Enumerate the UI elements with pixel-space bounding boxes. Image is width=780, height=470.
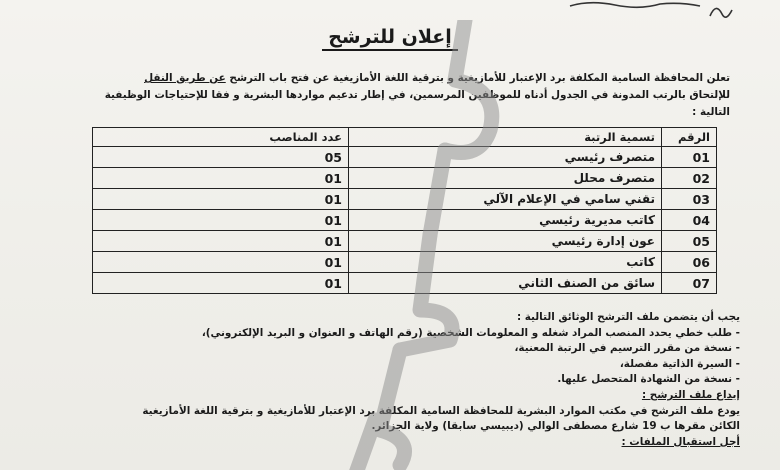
document-item: - نسخة من مقرر الترسيم في الرتبة المعنية، bbox=[514, 342, 740, 355]
intro-line-1-text: تعلن المحافظة السامية المكلفة برد الإعتبار للأمازيغية و بترقية اللغة الأمازيغية عن فتح باب الترشح bbox=[225, 72, 730, 84]
row-posts: 01 bbox=[93, 168, 349, 189]
row-number: 05 bbox=[662, 231, 717, 252]
table-row bbox=[93, 189, 717, 210]
intro-line-1 bbox=[70, 70, 730, 87]
intro-line-3: التالية : bbox=[692, 106, 730, 118]
row-posts: 01 bbox=[93, 231, 349, 252]
requirements-section bbox=[90, 310, 740, 450]
documents-heading: يجب أن يتضمن ملف الترشح الوثائق التالية : bbox=[516, 311, 740, 323]
table-row bbox=[93, 231, 717, 252]
deposit-line-2: الكائن مقرها ب 19 شارع مصطفى الوالي (ديبيسي سابقا) ولاية الجزائر. bbox=[371, 420, 740, 433]
header-grade: تسمية الرتبة bbox=[349, 128, 662, 147]
document-item: - السيرة الذاتية مفصلة، bbox=[619, 357, 740, 370]
deposit-heading bbox=[90, 388, 740, 404]
announcement-title bbox=[0, 26, 780, 48]
row-number: 02 bbox=[662, 168, 717, 189]
deposit-line-1: يودع ملف الترشح في مكتب الموارد البشرية للمحافظة السامية المكلفة برد الإعتبار للأمازيغية و بترقية اللغة الأمازيغية bbox=[142, 404, 740, 417]
row-grade: كاتب مديرية رئيسي bbox=[349, 210, 662, 231]
row-grade: متصرف رئيسي bbox=[349, 147, 662, 168]
header-posts: عدد المناصب bbox=[93, 128, 349, 147]
row-grade: عون إدارة رئيسي bbox=[349, 231, 662, 252]
intro-transfer-emphasis: عن طريق النقل bbox=[144, 72, 226, 84]
row-grade: سائق من الصنف الثاني bbox=[349, 273, 662, 294]
table-row bbox=[93, 252, 717, 273]
table-row bbox=[93, 168, 717, 189]
row-number: 06 bbox=[662, 252, 717, 273]
row-posts: 01 bbox=[93, 189, 349, 210]
intro-line-2: للإلتحاق بالرتب المدونة في الجدول أدناه للموظفين المرسمين، في إطار تدعيم مواردها البشرية و فقا للإحتياجات الوظيفية bbox=[104, 89, 730, 101]
row-grade: كاتب bbox=[349, 252, 662, 273]
row-posts: 05 bbox=[93, 147, 349, 168]
deadline-heading-text: أجل استقبال الملفات : bbox=[621, 435, 740, 448]
deposit-heading-text: إيداع ملف الترشح : bbox=[641, 388, 740, 401]
intro-paragraph bbox=[70, 70, 730, 121]
table-row bbox=[93, 210, 717, 231]
row-posts: 01 bbox=[93, 273, 349, 294]
document-item: - نسخة من الشهادة المتحصل عليها. bbox=[557, 373, 740, 386]
document-item: - طلب خطي يحدد المنصب المراد شغله و المعلومات الشخصية (رقم الهاتف و العنوان و البريد الإلكتروني)، bbox=[201, 326, 740, 339]
row-posts: 01 bbox=[93, 252, 349, 273]
row-posts: 01 bbox=[93, 210, 349, 231]
row-number: 04 bbox=[662, 210, 717, 231]
deadline-heading bbox=[90, 435, 740, 451]
row-grade: تقني سامي في الإعلام الآلي bbox=[349, 189, 662, 210]
header-number: الرقم bbox=[662, 128, 717, 147]
row-number: 01 bbox=[662, 147, 717, 168]
table-row bbox=[93, 273, 717, 294]
row-number: 03 bbox=[662, 189, 717, 210]
handwritten-scribble bbox=[560, 0, 760, 24]
row-grade: متصرف محلل bbox=[349, 168, 662, 189]
grades-table bbox=[92, 127, 717, 294]
announcement-title-text: إعلان للترشح bbox=[322, 26, 458, 51]
row-number: 07 bbox=[662, 273, 717, 294]
table-row bbox=[93, 147, 717, 168]
table-header-row bbox=[93, 128, 717, 147]
